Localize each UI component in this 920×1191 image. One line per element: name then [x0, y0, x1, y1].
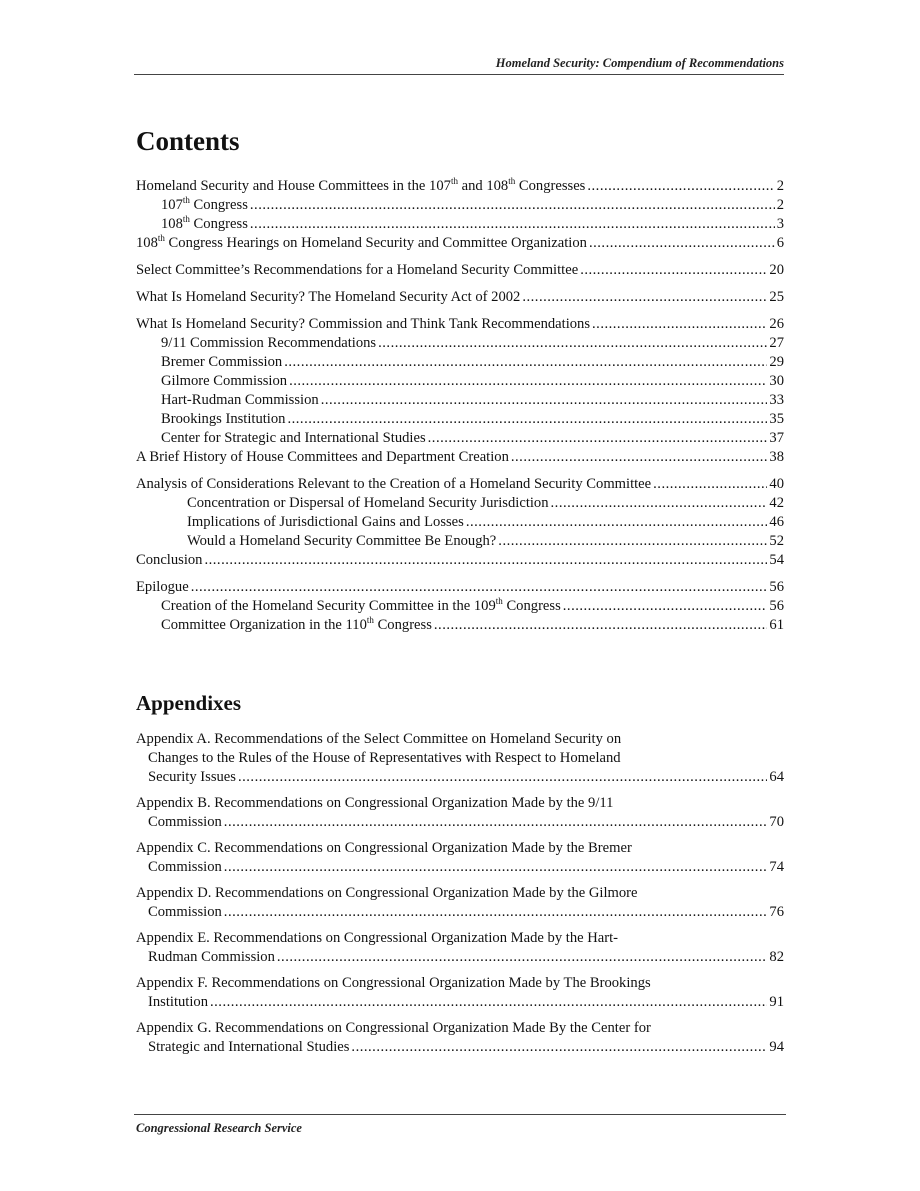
- toc-entry-appendix-f[interactable]: [136, 974, 784, 1012]
- toc-entry-label: Conclusion: [136, 552, 203, 568]
- toc-page-number: 20: [769, 262, 784, 278]
- toc-entry-label: Center for Strategic and International Studies: [161, 430, 426, 446]
- dot-leader: [210, 993, 767, 1012]
- toc-entry-label-end: Commission: [148, 904, 222, 920]
- toc-entry-concentration[interactable]: [136, 494, 784, 513]
- toc-entry-label: What Is Homeland Security? The Homeland Security Act of 2002: [136, 289, 521, 305]
- toc-page-number: 74: [769, 859, 784, 875]
- toc-entry-last-line: [136, 1038, 784, 1057]
- dot-leader: [592, 315, 767, 334]
- toc-entry-label-end: Rudman Commission: [148, 949, 275, 965]
- toc-entry-label: Concentration or Dispersal of Homeland Security Jurisdiction: [187, 495, 549, 511]
- toc-entry-label: Homeland Security and House Committees in the 107th and 108th Congresses: [136, 176, 586, 194]
- toc-page-number: 46: [769, 514, 784, 530]
- toc-entry-appendix-a[interactable]: [136, 730, 784, 787]
- toc-entry-label: Appendix E. Recommendations on Congressional Organization Made by the Hart-: [136, 930, 619, 946]
- dot-leader: [498, 532, 767, 551]
- toc-page-number: 70: [769, 814, 784, 830]
- toc-page-number: 82: [769, 949, 784, 965]
- toc-entry-label: Would a Homeland Security Committee Be Enough?: [187, 533, 497, 549]
- dot-leader: [522, 288, 767, 307]
- toc-page-number: 2: [776, 197, 784, 213]
- dot-leader: [284, 353, 767, 372]
- dot-leader: [250, 196, 775, 215]
- toc-entry-label: 9/11 Commission Recommendations: [161, 335, 377, 351]
- toc-page-number: 3: [776, 216, 784, 232]
- toc-entry-label: 107th Congress: [161, 195, 248, 213]
- toc-entry-label: Brookings Institution: [161, 411, 286, 427]
- toc-entry-label: 108th Congress: [161, 214, 248, 232]
- toc-entry-label: Appendix C. Recommendations on Congressional Organization Made by the Bremer: [136, 840, 632, 856]
- toc-entry-label: What Is Homeland Security? Commission and Think Tank Recommendations: [136, 316, 591, 332]
- toc-entry-appendix-g[interactable]: [136, 1019, 784, 1057]
- toc-entry-label: Hart-Rudman Commission: [161, 392, 319, 408]
- toc-entry-select-committee[interactable]: [136, 261, 784, 280]
- toc-entry-label: Epilogue: [136, 579, 189, 595]
- toc-entry-label-end: Commission: [148, 814, 222, 830]
- toc-page-number: 40: [769, 476, 784, 492]
- running-header: [134, 56, 784, 75]
- toc-entry-epilogue[interactable]: [136, 578, 784, 597]
- dot-leader: [434, 616, 768, 635]
- toc-entry-911-commission[interactable]: [136, 334, 784, 353]
- dot-leader: [321, 391, 768, 410]
- toc-page-number: 27: [769, 335, 784, 351]
- toc-page-number: 33: [769, 392, 784, 408]
- toc-entry-last-line: [136, 948, 784, 967]
- toc-page-number: 6: [776, 235, 784, 251]
- toc-page-number: 35: [769, 411, 784, 427]
- dot-leader: [378, 334, 767, 353]
- dot-leader: [466, 513, 768, 532]
- dot-leader: [289, 372, 767, 391]
- toc-entry-last-line: [136, 993, 784, 1012]
- toc-entry-appendix-d[interactable]: [136, 884, 784, 922]
- toc-entry-conclusion[interactable]: [136, 551, 784, 570]
- toc-page-number: 2: [776, 178, 784, 194]
- toc-entry-gilmore-commission[interactable]: [136, 372, 784, 391]
- toc-page-number: 52: [769, 533, 784, 549]
- toc-page-number: 25: [769, 289, 784, 305]
- toc-entry-label: Appendix B. Recommendations on Congressional Organization Made by the 9/11: [136, 795, 614, 811]
- dot-leader: [351, 1038, 767, 1057]
- toc-page-number: 42: [769, 495, 784, 511]
- toc-entry-house-committees[interactable]: [136, 177, 784, 196]
- toc-page-number: 64: [769, 769, 784, 785]
- dot-leader: [191, 578, 768, 597]
- toc-page-number: 38: [769, 449, 784, 465]
- appendix-list: [136, 730, 784, 1064]
- toc-page-number: 29: [769, 354, 784, 370]
- toc-entry-implications[interactable]: [136, 513, 784, 532]
- toc-entry-label: Appendix A. Recommendations of the Select Committee on Homeland Security on: [136, 731, 622, 747]
- dot-leader: [204, 551, 767, 570]
- toc-entry-bremer-commission[interactable]: [136, 353, 784, 372]
- toc-entry-last-line: [136, 768, 784, 787]
- dot-leader: [224, 813, 768, 832]
- toc-entry-label: Creation of the Homeland Security Committee in the 109th Congress: [161, 596, 561, 614]
- toc-entry-appendix-b[interactable]: [136, 794, 784, 832]
- toc-entry-label-end: Strategic and International Studies: [148, 1039, 350, 1055]
- toc-page-number: 76: [769, 904, 784, 920]
- toc-entry-label: Select Committee’s Recommendations for a Homeland Security Committee: [136, 262, 579, 278]
- toc-entry-label: Bremer Commission: [161, 354, 283, 370]
- toc-entry-label: Gilmore Commission: [161, 373, 288, 389]
- toc-page-number: 91: [769, 994, 784, 1010]
- toc-entry-last-line: [136, 813, 784, 832]
- toc-entry-label: 108th Congress Hearings on Homeland Security and Committee Organization: [136, 233, 587, 251]
- toc-entry-107th-congress[interactable]: [136, 196, 784, 215]
- toc-entry-label: A Brief History of House Committees and Department Creation: [136, 449, 509, 465]
- toc-entry-brief-history[interactable]: [136, 448, 784, 467]
- dot-leader: [511, 448, 768, 467]
- toc-page-number: 56: [769, 598, 784, 614]
- toc-entry-last-line: [136, 858, 784, 877]
- footer-rule: [134, 1114, 786, 1115]
- dot-leader: [250, 215, 775, 234]
- toc-entry-csis[interactable]: [136, 429, 784, 448]
- toc-entry-homeland-security-act[interactable]: [136, 288, 784, 307]
- toc-entry-label: Implications of Jurisdictional Gains and Losses: [187, 514, 464, 530]
- toc-page-number: 26: [769, 316, 784, 332]
- dot-leader: [428, 429, 768, 448]
- toc-entry-label-continued: Changes to the Rules of the House of Representatives with Respect to Homeland: [148, 750, 621, 766]
- toc-entry-last-line: [136, 903, 784, 922]
- toc-entry-commission-recommendations[interactable]: [136, 315, 784, 334]
- running-header-title: Homeland Security: Compendium of Recommendations: [495, 56, 784, 70]
- toc-entry-label: Appendix F. Recommendations on Congressional Organization Made by The Brookings: [136, 975, 651, 991]
- toc-page-number: 61: [769, 617, 784, 633]
- table-of-contents: [136, 177, 784, 635]
- toc-entry-analysis[interactable]: [136, 475, 784, 494]
- dot-leader: [580, 261, 767, 280]
- toc-page-number: 54: [769, 552, 784, 568]
- toc-entry-108th-hearings[interactable]: [136, 234, 784, 253]
- dot-leader: [563, 597, 768, 616]
- toc-page-number: 94: [769, 1039, 784, 1055]
- toc-page-number: 37: [769, 430, 784, 446]
- dot-leader: [287, 410, 767, 429]
- dot-leader: [238, 768, 767, 787]
- toc-entry-label: Appendix D. Recommendations on Congressional Organization Made by the Gilmore: [136, 885, 638, 901]
- toc-entry-label: Appendix G. Recommendations on Congressional Organization Made By the Center for: [136, 1020, 651, 1036]
- dot-leader: [551, 494, 768, 513]
- toc-entry-label-end: Commission: [148, 859, 222, 875]
- toc-entry-label: Committee Organization in the 110th Congress: [161, 615, 432, 633]
- running-footer: Congressional Research Service: [136, 1121, 302, 1135]
- contents-heading: Contents: [136, 126, 240, 156]
- appendixes-heading: Appendixes: [136, 691, 242, 715]
- toc-page-number: 56: [769, 579, 784, 595]
- toc-entry-label-end: Security Issues: [148, 769, 236, 785]
- dot-leader: [589, 234, 775, 253]
- toc-entry-organization-110th[interactable]: [136, 616, 784, 635]
- toc-entry-label: Analysis of Considerations Relevant to the Creation of a Homeland Security Committee: [136, 476, 652, 492]
- dot-leader: [224, 858, 768, 877]
- toc-entry-brookings-institution[interactable]: [136, 410, 784, 429]
- toc-entry-appendix-c[interactable]: [136, 839, 784, 877]
- toc-entry-label-end: Institution: [148, 994, 208, 1010]
- toc-entry-appendix-e[interactable]: [136, 929, 784, 967]
- dot-leader: [587, 177, 774, 196]
- toc-page-number: 30: [769, 373, 784, 389]
- dot-leader: [277, 948, 768, 967]
- dot-leader: [653, 475, 767, 494]
- toc-entry-hart-rudman-commission[interactable]: [136, 391, 784, 410]
- toc-entry-creation-109th[interactable]: [136, 597, 784, 616]
- toc-entry-would-committee-be-enough[interactable]: [136, 532, 784, 551]
- dot-leader: [224, 903, 768, 922]
- toc-entry-108th-congress[interactable]: [136, 215, 784, 234]
